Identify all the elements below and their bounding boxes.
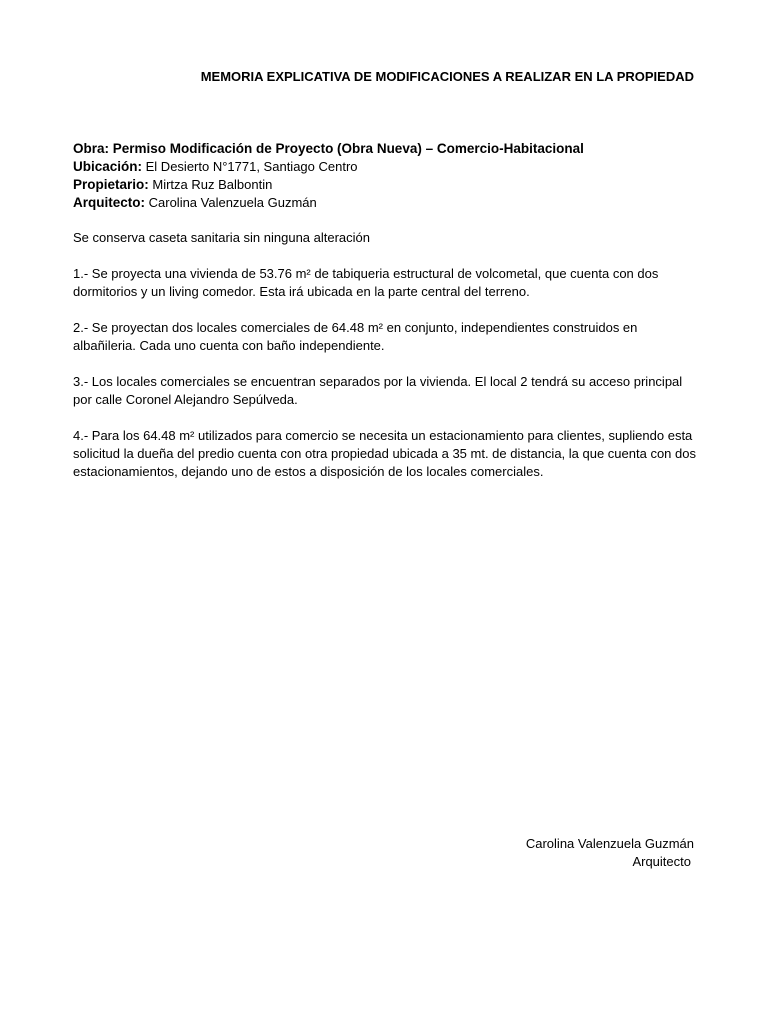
- paragraph-item-2: 2.- Se proyectan dos locales comerciales de 64.48 m² en conjunto, independientes construidos en albañileria. Cada uno cuenta con baño independiente.: [73, 320, 638, 353]
- paragraph-item-4: 4.- Para los 64.48 m² utilizados para comercio se necesita un estacionamiento para clientes, supliendo esta solicitud la dueña del predio cuenta con otra propiedad ubicada a 35 mt. de distancia, la que cuenta con dos estacionamientos, dejando uno de estos a disposición de los locales comerciales.: [73, 428, 696, 479]
- propietario-value: Mirtza Ruz Balbontin: [152, 177, 273, 192]
- obra-line: Obra: Permiso Modificación de Proyecto (Obra Nueva) – Comercio-Habitacional: [73, 141, 584, 156]
- paragraph-item-1: 1.- Se proyecta una vivienda de 53.76 m² de tabiqueria estructural de volcometal, que cuenta con dos dormitorios y un living comedor. Esta irá ubicada en la parte central del terreno.: [73, 266, 659, 299]
- document-body: [73, 229, 698, 499]
- arquitecto-label: Arquitecto:: [73, 195, 145, 210]
- paragraph-intro: Se conserva caseta sanitaria sin ninguna alteración: [73, 230, 371, 245]
- propietario-label: Propietario:: [73, 177, 149, 192]
- signature-block: [526, 835, 694, 871]
- arquitecto-line: [73, 194, 703, 212]
- arquitecto-value: Carolina Valenzuela Guzmán: [148, 195, 317, 210]
- ubicacion-line: [73, 158, 703, 176]
- paragraph-item-3: 3.- Los locales comerciales se encuentran separados por la vivienda. El local 2 tendrá su acceso principal por calle Coronel Alejandro Sepúlveda.: [73, 374, 683, 407]
- signature-title: Arquitecto: [632, 854, 691, 869]
- ubicacion-value: El Desierto N°1771, Santiago Centro: [145, 159, 358, 174]
- ubicacion-label: Ubicación:: [73, 159, 143, 174]
- signature-name: Carolina Valenzuela Guzmán: [525, 836, 694, 851]
- propietario-line: [73, 176, 703, 194]
- project-header: [73, 140, 703, 212]
- document-title: MEMORIA EXPLICATIVA DE MODIFICACIONES A REALIZAR EN LA PROPIEDAD: [200, 69, 694, 84]
